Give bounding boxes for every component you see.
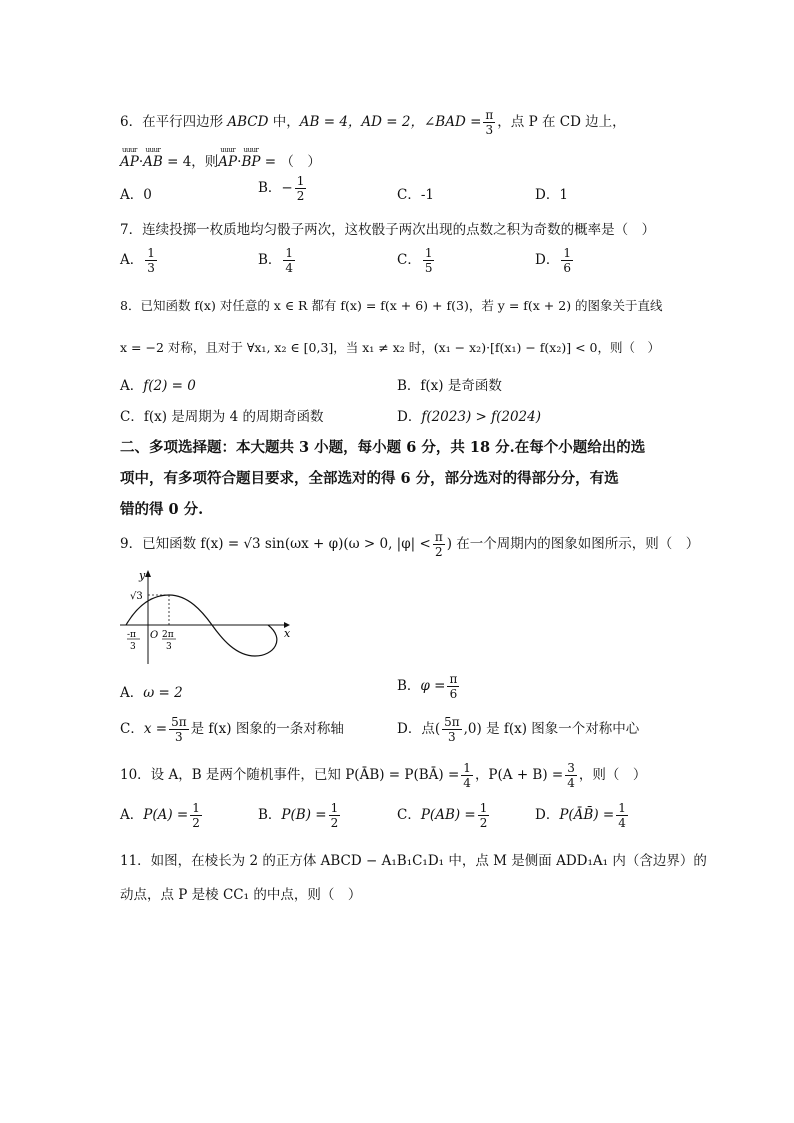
option-frac <box>145 246 157 275</box>
option-label: A． <box>120 378 144 394</box>
option-post: ,0) 是 f(x) 图象一个对称中心 <box>463 721 640 737</box>
frac-num: 3 <box>567 761 575 775</box>
q7-option-c[interactable] <box>397 246 436 275</box>
frac-num: 5π <box>444 715 460 729</box>
vec-cap: uuur <box>243 146 259 154</box>
vec-label: BP <box>241 154 261 170</box>
q10-frac-1 <box>461 761 473 790</box>
q6-frac-num: π <box>485 108 494 122</box>
option-label: C． <box>397 807 421 823</box>
frac-den: 6 <box>563 261 571 275</box>
q9-option-b[interactable] <box>397 672 461 701</box>
frac-den: 2 <box>434 545 443 559</box>
q10-text-c: ，则（ ） <box>578 767 647 783</box>
q6-stem-line2 <box>120 146 321 170</box>
q6-angle-frac <box>483 108 495 137</box>
frac-num: 1 <box>479 801 488 815</box>
q8-stem-line1: 8．已知函数 f(x) 对任意的 x ∈ R 都有 f(x) = f(x + 6) + f(3)，若 y = f(x + 2) 的图象关于直线 <box>120 298 663 313</box>
option-pre: φ = <box>420 678 446 694</box>
option-label: A． <box>120 187 144 203</box>
vec-label: AB <box>143 154 163 170</box>
option-label: B． <box>258 252 282 268</box>
q10-text-b: ，P(A + B) = <box>474 767 564 783</box>
q6-vec-ap2 <box>218 146 238 170</box>
frac-num: 1 <box>463 761 471 775</box>
frac-den: 4 <box>567 776 575 790</box>
frac-den: 5 <box>424 261 433 275</box>
vec-cap: uuur <box>145 146 161 154</box>
dot-op: · <box>237 154 242 170</box>
q7-option-d[interactable] <box>535 246 575 275</box>
graph-y-label: y <box>139 569 146 582</box>
option-pre: x = <box>143 721 168 737</box>
q7-option-b[interactable] <box>258 246 297 275</box>
frac-num: 1 <box>563 246 571 260</box>
option-frac <box>478 801 490 830</box>
option-label: A． <box>120 252 144 268</box>
option-label: B． <box>258 807 282 823</box>
option-label: C． <box>397 252 421 268</box>
frac-num: 1 <box>330 801 339 815</box>
graph-y-tick: √3 <box>130 591 143 602</box>
option-frac <box>561 246 573 275</box>
option-pre: P(B) = <box>281 807 327 823</box>
graph-x-label: x <box>284 627 291 640</box>
option-pre: P(AB) = <box>420 807 476 823</box>
frac-num: π <box>449 672 458 686</box>
q6-text-e: ，点 P 在 CD 边上， <box>497 114 626 130</box>
option-frac <box>616 801 628 830</box>
frac-num: 1 <box>192 801 200 815</box>
q9-option-a[interactable] <box>120 681 183 701</box>
q11-stem-line1: 11．如图，在棱长为 2 的正方体 ABCD − A₁B₁C₁D₁ 中，点 M 是侧面 ADD₁A₁ 内（含边界）的 <box>120 853 707 869</box>
frac-den: 2 <box>479 816 488 830</box>
option-value: 0 <box>143 187 152 203</box>
frac-den: 3 <box>448 730 456 744</box>
q9-option-c[interactable] <box>120 715 344 744</box>
frac-num: 1 <box>424 246 433 260</box>
option-label: B． <box>397 378 421 394</box>
graph-pos-tick-den: 3 <box>166 642 172 652</box>
frac-den: 3 <box>175 730 183 744</box>
option-label: D． <box>535 807 560 823</box>
q9-frac <box>433 530 445 559</box>
option-label: A． <box>120 685 144 701</box>
section2-line1: 二、多项选择题：本大题共 3 小题，每小题 6 分，共 18 分.在每个小题给出的选 <box>120 439 646 456</box>
option-label: A． <box>120 807 144 823</box>
q6-eq: = 4，则 <box>162 154 219 170</box>
q7-option-a[interactable] <box>120 246 159 275</box>
q10-option-a[interactable] <box>120 801 204 830</box>
q9-option-d[interactable] <box>397 715 639 744</box>
q10-text-a: 10．设 A，B 是两个随机事件，已知 P(ĀB) = P(BĀ) = <box>120 767 460 783</box>
q6-shape: ABCD <box>227 114 269 130</box>
frac-den: 2 <box>192 816 200 830</box>
q6-vec-ap <box>120 146 139 170</box>
q9-stem <box>120 530 699 559</box>
q6-text-c: 中， <box>268 114 300 130</box>
q6-option-a[interactable] <box>120 183 152 203</box>
q9-sine-graph <box>114 566 294 666</box>
option-label: D． <box>397 409 422 425</box>
vec-cap: uuur <box>220 146 236 154</box>
graph-neg-tick-num: -π <box>127 630 136 640</box>
vec-label: AP <box>218 154 238 170</box>
q7-stem: 7．连续投掷一枚质地均匀骰子两次，这枚骰子两次出现的点数之积为奇数的概率是（ ） <box>120 222 656 238</box>
frac-den: 4 <box>285 261 294 275</box>
q6-vec-bp <box>241 146 261 170</box>
q10-frac-2 <box>565 761 577 790</box>
option-sign: − <box>281 180 293 196</box>
option-label: C． <box>397 187 421 203</box>
option-value: f(x) 是奇函数 <box>420 378 502 394</box>
option-post: 是 f(x) 图象的一条对称轴 <box>190 721 344 737</box>
option-frac <box>190 801 202 830</box>
option-value: f(x) 是周期为 4 的周期奇函数 <box>143 409 324 425</box>
q9-text-a: 9．已知函数 f(x) = √3 sin(ωx + φ)(ω > 0, |φ| < <box>120 536 431 552</box>
option-frac <box>442 715 462 744</box>
option-label: C． <box>120 721 144 737</box>
option-label: B． <box>258 180 282 196</box>
q6-option-c[interactable] <box>397 183 434 203</box>
option-value: ω = 2 <box>143 685 183 701</box>
q10-option-d[interactable] <box>535 801 630 830</box>
frac-den: 2 <box>330 816 339 830</box>
frac-den: 3 <box>147 261 155 275</box>
frac-den: 4 <box>618 816 626 830</box>
frac-num: π <box>434 530 443 544</box>
option-label: B． <box>397 678 421 694</box>
option-pre: 点( <box>421 721 441 737</box>
frac-num: 1 <box>618 801 626 815</box>
q8-option-a[interactable] <box>120 374 196 394</box>
vec-label: AP <box>120 154 139 170</box>
dot-op: · <box>138 154 144 170</box>
option-frac <box>423 246 435 275</box>
vec-cap: uuur <box>121 146 137 154</box>
q6-given: AB = 4，AD = 2，∠BAD = <box>299 114 482 130</box>
frac-num: 5π <box>171 715 187 729</box>
q6-option-b[interactable] <box>258 174 308 203</box>
option-label: C． <box>120 409 144 425</box>
option-label: D． <box>535 252 560 268</box>
option-value: f(2023) > f(2024) <box>421 409 541 425</box>
graph-neg-tick-den: 3 <box>130 642 136 652</box>
option-frac <box>447 672 459 701</box>
q10-option-c[interactable] <box>397 801 491 830</box>
section2-line3: 错的得 0 分. <box>120 501 204 518</box>
q9-text-b: ) 在一个周期内的图象如图所示，则（ ） <box>446 536 700 552</box>
option-frac <box>295 174 307 203</box>
q6-ask: = （ ） <box>260 154 321 170</box>
q8-option-b[interactable] <box>397 374 502 394</box>
frac-num: 1 <box>296 174 305 188</box>
q6-option-d[interactable] <box>535 183 568 203</box>
option-value: 1 <box>559 187 568 203</box>
option-label: D． <box>397 721 422 737</box>
option-pre: P(A) = <box>143 807 189 823</box>
option-frac <box>283 246 295 275</box>
q11-stem-line2: 动点，点 P 是棱 CC₁ 的中点，则（ ） <box>120 887 362 903</box>
q6-vec-ab <box>143 146 163 170</box>
option-frac <box>169 715 189 744</box>
section2-line2: 项中，有多项符合题目要求，全部选对的得 6 分，部分选对的得部分分，有选 <box>120 470 619 487</box>
frac-den: 6 <box>449 687 458 701</box>
q6-stem-line1 <box>120 108 626 137</box>
q6-frac-den: 3 <box>485 123 494 137</box>
q10-stem <box>120 761 646 790</box>
q6-text: 6．在平行四边形 <box>120 114 228 130</box>
q8-stem-line2: x = −2 对称，且对于 ∀x₁, x₂ ∈ [0,3]，当 x₁ ≠ x₂ 时，(x₁ − x₂)·[f(x₁) − f(x₂)] < 0，则（ ） <box>120 340 660 355</box>
option-label: D． <box>535 187 560 203</box>
frac-num: 1 <box>147 246 155 260</box>
frac-den: 4 <box>463 776 471 790</box>
graph-origin: O <box>150 630 159 641</box>
option-frac <box>329 801 341 830</box>
option-value: -1 <box>420 187 434 203</box>
q10-option-b[interactable] <box>258 801 342 830</box>
q8-option-c[interactable] <box>120 405 323 425</box>
graph-pos-tick-num: 2π <box>162 630 174 640</box>
option-pre: P(ĀB̄) = <box>559 807 615 823</box>
y-axis-arrow-icon <box>145 570 151 577</box>
q8-option-d[interactable] <box>397 405 541 425</box>
frac-den: 2 <box>296 189 305 203</box>
option-value: f(2) = 0 <box>143 378 196 394</box>
frac-num: 1 <box>285 246 294 260</box>
